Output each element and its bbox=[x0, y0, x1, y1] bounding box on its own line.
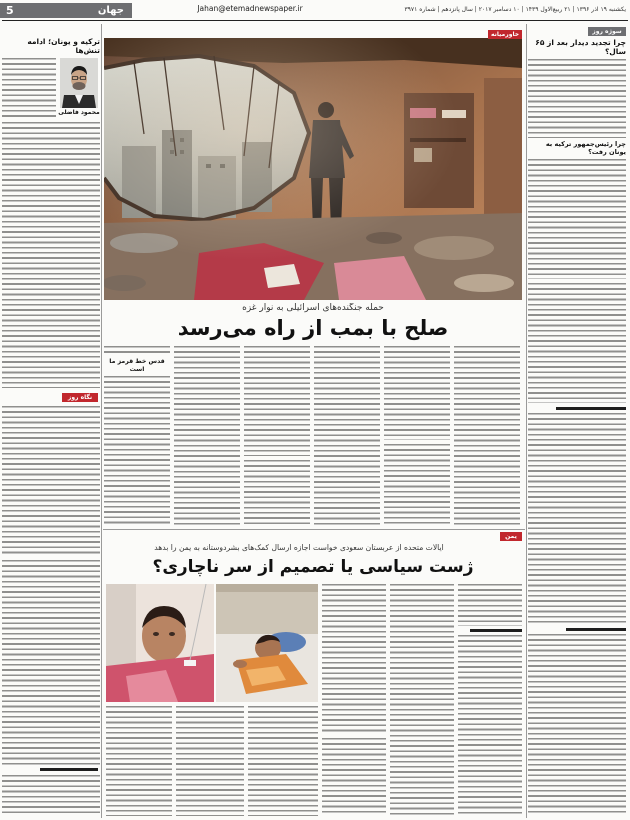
author-photo bbox=[60, 58, 98, 108]
yemen-section-label: یمن bbox=[500, 532, 522, 541]
article-text-block bbox=[2, 122, 100, 388]
gaza-photo bbox=[104, 38, 522, 300]
left-column-headline: ترکیه و یونان؛ ادامه تنش‌ها bbox=[27, 37, 100, 55]
destroyed-room-illustration bbox=[104, 38, 522, 300]
yemen-photo-child-1 bbox=[106, 584, 214, 702]
article-text-block bbox=[2, 560, 100, 765]
article-text-block bbox=[104, 376, 170, 526]
article-text-block bbox=[2, 406, 100, 556]
gaza-subhead: قدس خط قرمز ما است bbox=[109, 358, 165, 373]
gaza-section-label: خاورمیانه bbox=[488, 30, 522, 39]
yemen-kicker: ایالات متحده از عربستان سعودی خواست اجازه ارسال کمک‌های بشردوستانه به یمن را بدهد bbox=[154, 543, 444, 552]
article-text-block bbox=[322, 738, 386, 816]
article-text-block bbox=[106, 706, 172, 816]
article-text-block bbox=[528, 413, 626, 625]
subhead-bar bbox=[470, 629, 522, 632]
right-column-label: سوژه روز bbox=[588, 27, 626, 36]
article-text-block bbox=[322, 584, 386, 734]
article-text-block bbox=[248, 706, 318, 816]
right-column-headline: چرا تجدید دیدار بعد از ۶۵ سال؟ bbox=[535, 38, 626, 56]
article-text-block bbox=[2, 58, 56, 118]
article-text-block bbox=[528, 59, 626, 138]
article-text-block bbox=[458, 584, 522, 626]
subhead-bar bbox=[556, 407, 626, 410]
article-text-block bbox=[244, 346, 310, 456]
subhead-bar bbox=[40, 768, 98, 771]
yemen-photo-child-2 bbox=[216, 584, 318, 702]
left-column-rule bbox=[101, 24, 102, 818]
dateline: یکشنبه ۱۹ آذر ۱۳۹۶ | ۲۱ ربیع‌الاول ۱۴۳۹ | ۱۰ دسامبر ۲۰۱۷ | سال پانزدهم | شماره ۳۹۷۱ bbox=[404, 6, 626, 13]
left-column-second-label: نگاه روز bbox=[62, 393, 98, 402]
article-text-block bbox=[384, 444, 450, 526]
gaza-kicker: حمله جنگنده‌های اسرائیلی به نوار غزه bbox=[242, 303, 384, 313]
header-rule bbox=[2, 20, 628, 21]
section-divider bbox=[103, 529, 525, 530]
article-text-block bbox=[176, 706, 244, 816]
article-text-block bbox=[174, 346, 240, 526]
article-text-block bbox=[528, 283, 626, 403]
article-text-block bbox=[244, 460, 310, 526]
article-text-block bbox=[2, 775, 100, 815]
infant-in-bed-illustration bbox=[216, 584, 318, 702]
page-number: 5 bbox=[6, 4, 14, 17]
yemen-headline: ژست سیاسی یا تصمیم از سر ناچاری؟ bbox=[152, 557, 474, 577]
article-text-block bbox=[390, 584, 454, 816]
article-text-block bbox=[458, 635, 522, 816]
section-email: Jahan@etemadnewspaper.ir bbox=[197, 4, 303, 13]
article-text-block bbox=[104, 346, 170, 356]
article-text-block bbox=[454, 346, 520, 526]
section-banner bbox=[0, 3, 132, 18]
right-column-subhead: چرا رئیس‌جمهور ترکیه به یونان رفت؟ bbox=[545, 140, 626, 156]
subhead-bar bbox=[566, 628, 626, 631]
article-text-block bbox=[384, 346, 450, 440]
gaza-headline: صلح با بمب از راه می‌رسد bbox=[177, 316, 449, 340]
sick-child-illustration bbox=[106, 584, 214, 702]
section-title: جهان bbox=[97, 5, 124, 16]
author-name: محمود فاضلی bbox=[58, 109, 100, 116]
article-text-block bbox=[528, 159, 626, 279]
author-portrait-illustration bbox=[60, 58, 98, 108]
article-text-block bbox=[528, 634, 626, 814]
article-text-block bbox=[314, 346, 380, 526]
right-column-rule bbox=[526, 24, 527, 818]
